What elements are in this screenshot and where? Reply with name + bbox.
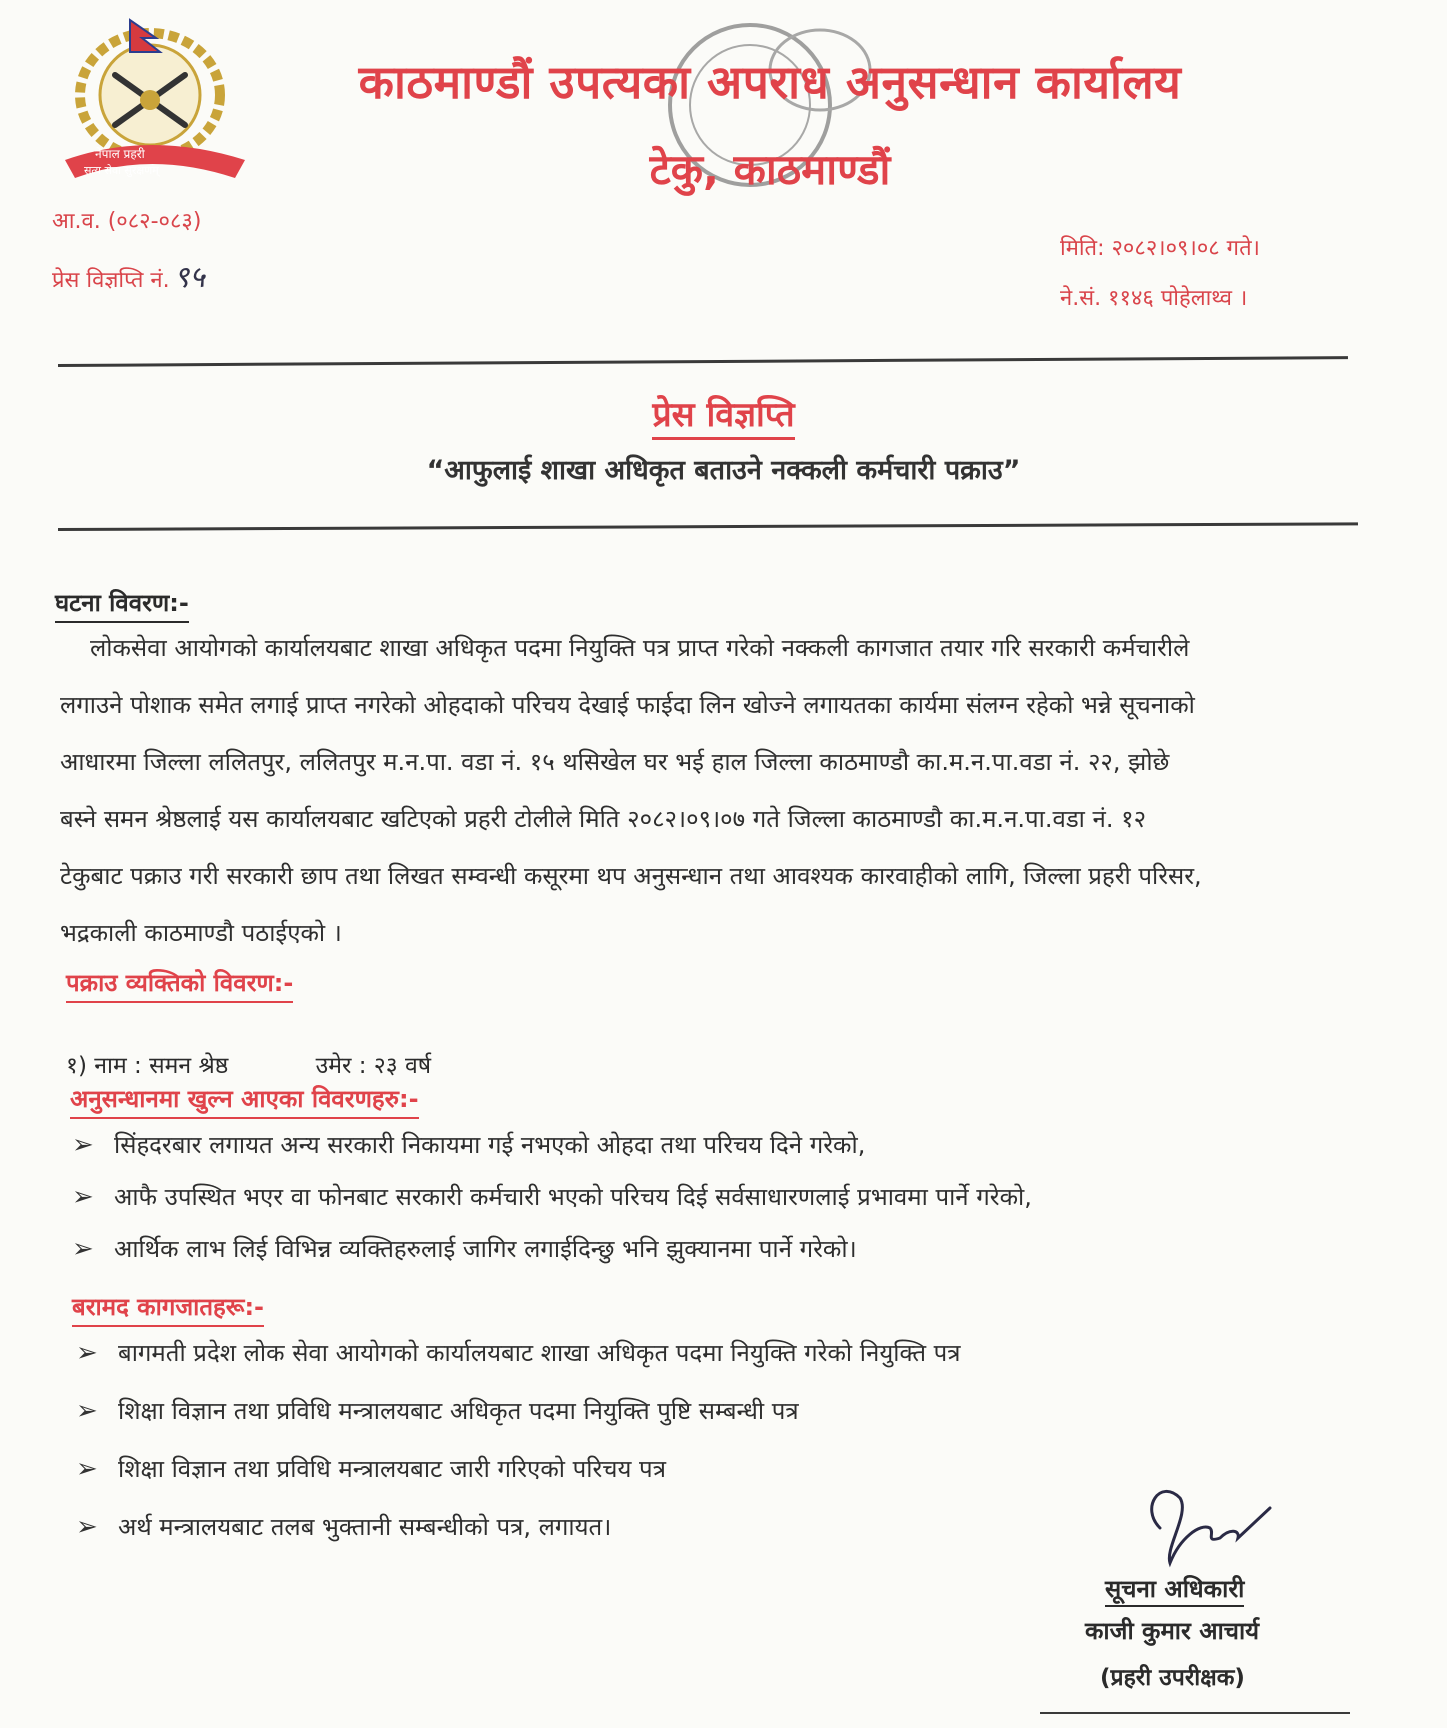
arrow-bullet-icon: ➢ (72, 1130, 94, 1160)
list-item-text: बागमती प्रदेश लोक सेवा आयोगको कार्यालयबाट शाखा अधिकृत पदमा नियुक्ति गरेको नियुक्ति पत्र (118, 1339, 961, 1367)
recovered-documents-section-label: बरामद कागजातहरू:- (72, 1290, 264, 1327)
signatory-rank: (प्रहरी उपरीक्षक) (1100, 1665, 1245, 1691)
incident-line: लोकसेवा आयोगको कार्यालयबाट शाखा अधिकृत पदमा नियुक्ति पत्र प्राप्त गरेको नक्कली कागजात तयार गरि सरकारी कर्मचारीले (90, 634, 1190, 662)
fiscal-year: आ.व. (०८२-०८३) (52, 209, 202, 234)
incident-line: आधारमा जिल्ला ललितपुर, ललितपुर म.न.पा. वडा नं. १५ थसिखेल घर भई हाल जिल्ला काठमाण्डौ का.म.न.पा.वडा नं. २२, झोछे (60, 748, 1170, 776)
footer-divider (1040, 1712, 1350, 1714)
list-item (76, 1336, 961, 1369)
list-item-text: आफै उपस्थित भएर वा फोनबाट सरकारी कर्मचारी भएको परिचय दिई सर्वसाधारणलाई प्रभावमा पार्ने गरेको, (114, 1183, 1032, 1211)
list-item-text: अर्थ मन्त्रालयबाट तलब भुक्तानी सम्बन्धीको पत्र, लगायत। (118, 1513, 612, 1541)
incident-line: बस्ने समन श्रेष्ठलाई यस कार्यालयबाट खटिएको प्रहरी टोलीले मिति २०८२।०९।०७ गते जिल्ला काठमाण्डौ का.म.न.पा.वडा नं. १२ (60, 805, 1147, 833)
arrow-bullet-icon: ➢ (76, 1338, 98, 1368)
date-line: मिति: २०८२।०९।०८ गते। (1060, 236, 1260, 261)
press-release-number-value: ९५ (173, 260, 205, 295)
arrow-bullet-icon: ➢ (76, 1396, 98, 1426)
subject-divider (58, 522, 1358, 531)
list-item-text: शिक्षा विज्ञान तथा प्रविधि मन्त्रालयबाट अधिकृत पदमा नियुक्ति पुष्टि सम्बन्धी पत्र (118, 1397, 799, 1425)
incident-line: टेकुबाट पक्राउ गरी सरकारी छाप तथा लिखत सम्वन्धी कसूरमा थप अनुसन्धान तथा आवश्यक कारवाहीको लागि, जिल्ला प्रहरी परिसर, (60, 862, 1202, 890)
arrow-bullet-icon: ➢ (72, 1234, 94, 1264)
list-item (76, 1452, 666, 1485)
list-item (76, 1394, 799, 1427)
list-item (72, 1180, 1032, 1213)
press-release-heading-text: प्रेस विज्ञप्ति (652, 395, 794, 440)
list-item (72, 1128, 865, 1161)
emblem-ribbon-text: नेपाल प्रहरी (95, 147, 145, 161)
signatory-title: सूचना अधिकारी (1105, 1572, 1244, 1607)
arrow-bullet-icon: ➢ (72, 1182, 94, 1212)
incident-line: भद्रकाली काठमाण्डौ पठाईएको । (60, 919, 342, 947)
signatory-name: काजी कुमार आचार्य (1085, 1617, 1260, 1645)
arrested-person-age: उमेर : २३ वर्ष (315, 1053, 432, 1079)
handwritten-signature-icon (1130, 1468, 1280, 1578)
office-name: काठमाण्डौं उपत्यका अपराध अनुसन्धान कार्यालय (358, 55, 1182, 109)
emblem-motto-text: सत्य सेवा सुरक्षणम् (84, 164, 159, 177)
press-release-heading (0, 390, 1447, 436)
press-release-number-label: प्रेस विज्ञप्ति नं. (52, 268, 170, 293)
list-item-text: सिंहदरबार लगायत अन्य सरकारी निकायमा गई नभएको ओहदा तथा परिचय दिने गरेको, (114, 1131, 866, 1159)
incident-paragraph (60, 620, 1390, 962)
arrested-person-details (66, 1048, 431, 1080)
press-release-subject: “आफुलाई शाखा अधिकृत बताउने नक्कली कर्मचारी पक्राउ” (426, 455, 1021, 486)
arrow-bullet-icon: ➢ (76, 1512, 98, 1542)
nepal-sambat-date: ने.सं. ११४६ पोहेलाथ्व । (1060, 286, 1248, 311)
list-item (76, 1510, 611, 1543)
incident-section-label: घटना विवरण:- (55, 586, 189, 623)
list-item (72, 1232, 857, 1265)
list-item-text: शिक्षा विज्ञान तथा प्रविधि मन्त्रालयबाट जारी गरिएको परिचय पत्र (118, 1455, 666, 1483)
arrow-bullet-icon: ➢ (76, 1454, 98, 1484)
arrested-person-section-label: पक्राउ व्यक्तिको विवरण:- (66, 966, 293, 1003)
findings-section-label: अनुसन्धानमा खुल्न आएका विवरणहरु:- (70, 1082, 419, 1119)
press-release-number (52, 255, 205, 296)
office-location: टेकु, काठमाण्डौं (649, 145, 891, 194)
header-divider (58, 356, 1348, 367)
list-item-text: आर्थिक लाभ लिई विभिन्न व्यक्तिहरुलाई जागिर लगाईदिन्छु भनि झुक्यानमा पार्ने गरेको। (114, 1235, 857, 1263)
arrested-person-name: १) नाम : समन श्रेष्ठ (66, 1053, 229, 1079)
incident-line: लगाउने पोशाक समेत लगाई प्राप्त नगरेको ओहदाको परिचय देखाई फाईदा लिन खोज्ने लगायतका कार्यमा संलग्न रहेको भन्ने सूचनाको (60, 691, 1195, 719)
